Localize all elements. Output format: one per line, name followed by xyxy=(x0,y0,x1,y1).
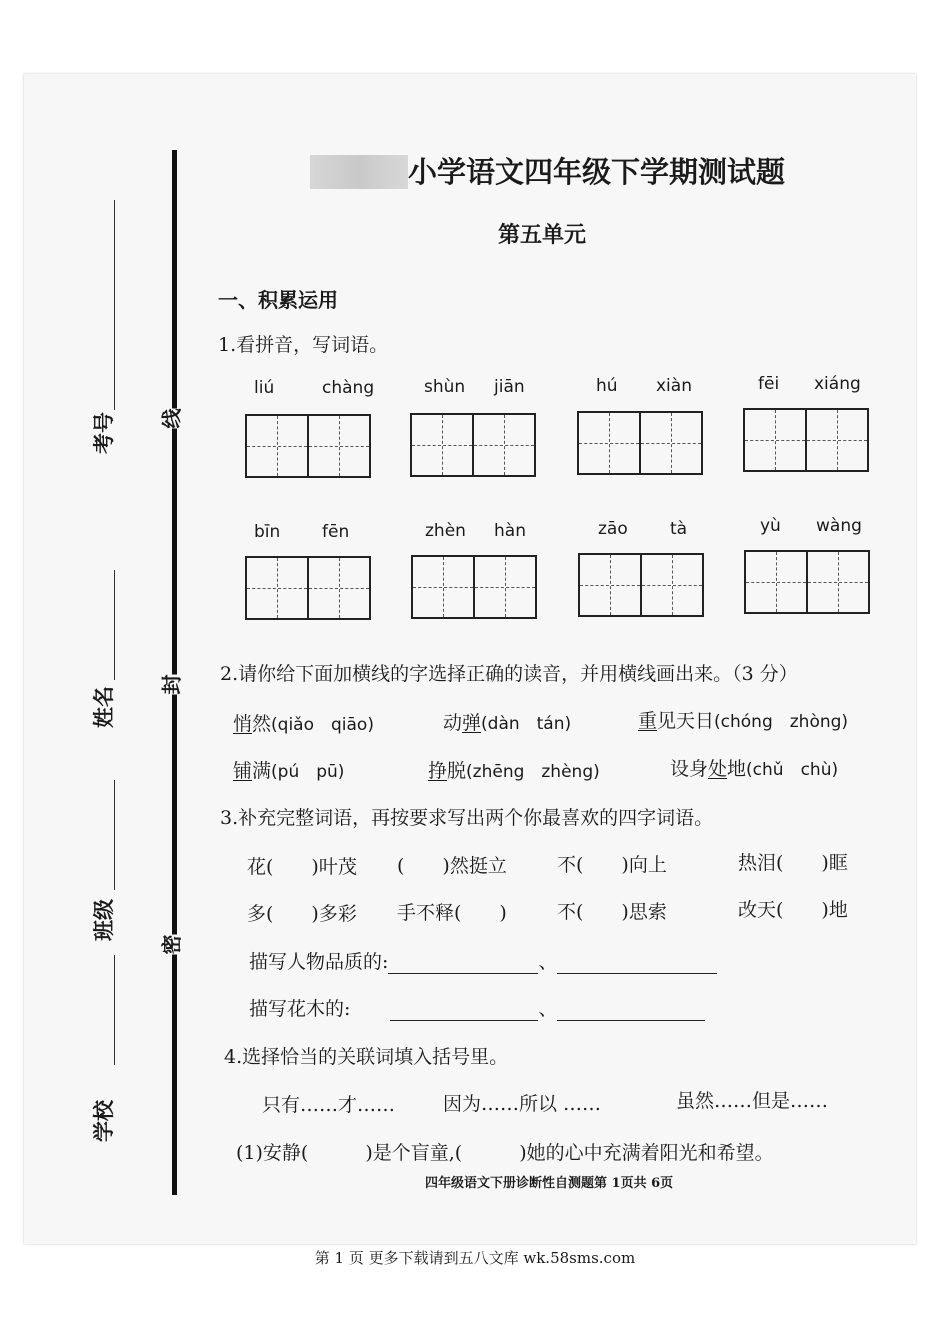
question-3-text: 3.补充完整词语，再按要求写出两个你最喜欢的四字词语。 xyxy=(220,807,714,829)
reading-choice-item[interactable]: 挣脱(zhēng zhèng) xyxy=(428,760,600,782)
flower-tree-prompt: 描写花木的: 、 xyxy=(249,994,705,1021)
pinyin: chàng xyxy=(322,378,375,398)
binding-line xyxy=(172,150,177,1195)
pinyin: yù xyxy=(760,516,781,536)
writing-grid[interactable] xyxy=(410,413,536,477)
class-label: 班级 xyxy=(91,899,116,941)
reading-choice-item[interactable]: 悄然(qiǎo qiāo) xyxy=(233,713,374,735)
answer-blank[interactable] xyxy=(557,998,705,1021)
writing-grid[interactable] xyxy=(577,411,703,475)
conjunction-option: 只有……才…… xyxy=(262,1094,396,1116)
question-4-text: 4.选择恰当的关联词填入括号里。 xyxy=(224,1046,509,1068)
answer-blank[interactable] xyxy=(388,951,538,974)
writing-grid[interactable] xyxy=(411,555,537,619)
pinyin: bīn xyxy=(254,522,281,542)
pinyin: wàng xyxy=(816,516,862,536)
question-2-text: 2.请你给下面加横线的字选择正确的读音，并用横线画出来。（3 分） xyxy=(220,663,798,685)
writing-grid[interactable] xyxy=(743,408,869,472)
question-1-text: 1.看拼音，写词语。 xyxy=(218,334,389,356)
redacted-school-name xyxy=(310,155,408,189)
idiom-fill-item[interactable]: 热泪( )眶 xyxy=(738,852,848,874)
writing-grid[interactable] xyxy=(578,553,704,617)
reading-choice-item[interactable]: 重见天日(chóng zhòng) xyxy=(638,710,849,732)
name-line xyxy=(114,570,115,680)
unit-title: 第五单元 xyxy=(498,222,587,248)
seal-char-secret: 密 xyxy=(154,935,187,955)
writing-grid[interactable] xyxy=(245,414,371,478)
writing-grid[interactable] xyxy=(744,550,870,614)
idiom-fill-item[interactable]: 手不释( ) xyxy=(397,902,507,924)
pinyin: zāo xyxy=(598,519,628,539)
idiom-fill-item[interactable]: ( )然挺立 xyxy=(397,855,507,877)
idiom-fill-item[interactable]: 不( )思索 xyxy=(557,901,667,923)
school-line xyxy=(114,955,115,1065)
pinyin: tà xyxy=(670,519,688,539)
reading-choice-item[interactable]: 设身处地(chǔ chù) xyxy=(670,758,839,780)
idiom-fill-item[interactable]: 改天( )地 xyxy=(738,899,848,921)
writing-grid[interactable] xyxy=(245,556,371,620)
reading-choice-item[interactable]: 铺满(pú pū) xyxy=(233,760,345,782)
pinyin: hú xyxy=(596,376,618,396)
answer-blank[interactable] xyxy=(557,951,717,974)
idiom-fill-item[interactable]: 不( )向上 xyxy=(557,854,667,876)
conjunction-option: 因为……所以 …… xyxy=(443,1093,602,1115)
pinyin: xiàn xyxy=(656,376,692,396)
conjunction-option: 虽然……但是…… xyxy=(676,1090,829,1112)
pinyin: liú xyxy=(254,378,275,398)
pinyin: shùn xyxy=(424,377,466,397)
pinyin: zhèn xyxy=(425,521,466,541)
idiom-fill-item[interactable]: 花( )叶茂 xyxy=(247,856,357,878)
download-footer: 第 1 页 更多下载请到五八文库 wk.58sms.com xyxy=(314,1249,636,1267)
inner-page-footer: 四年级语文下册诊断性自测题第 1页共 6页 xyxy=(425,1176,674,1191)
page-title: 小学语文四年级下学期测试题 xyxy=(408,155,786,189)
class-line xyxy=(114,780,115,890)
pinyin: xiáng xyxy=(814,374,861,394)
pinyin: hàn xyxy=(494,521,526,541)
seal-char-line: 线 xyxy=(154,409,187,429)
people-quality-prompt: 描写人物品质的: 、 xyxy=(249,947,717,974)
pinyin: jiān xyxy=(494,377,525,397)
idiom-fill-item[interactable]: 多( )多彩 xyxy=(247,903,357,925)
name-label: 姓名 xyxy=(91,686,116,728)
fill-sentence-1[interactable]: (1)安静( )是个盲童,( )她的心中充满着阳光和希望。 xyxy=(236,1142,774,1164)
seal-char-seal: 封 xyxy=(154,675,187,695)
answer-blank[interactable] xyxy=(390,998,538,1021)
exam-number-label: 考号 xyxy=(91,412,116,454)
school-label: 学校 xyxy=(91,1100,116,1142)
reading-choice-item[interactable]: 动弹(dàn tán) xyxy=(443,712,572,734)
pinyin: fēn xyxy=(322,522,350,542)
pinyin: fēi xyxy=(758,374,780,394)
section-title: 一、积累运用 xyxy=(218,288,338,312)
exam-number-line xyxy=(114,200,115,410)
